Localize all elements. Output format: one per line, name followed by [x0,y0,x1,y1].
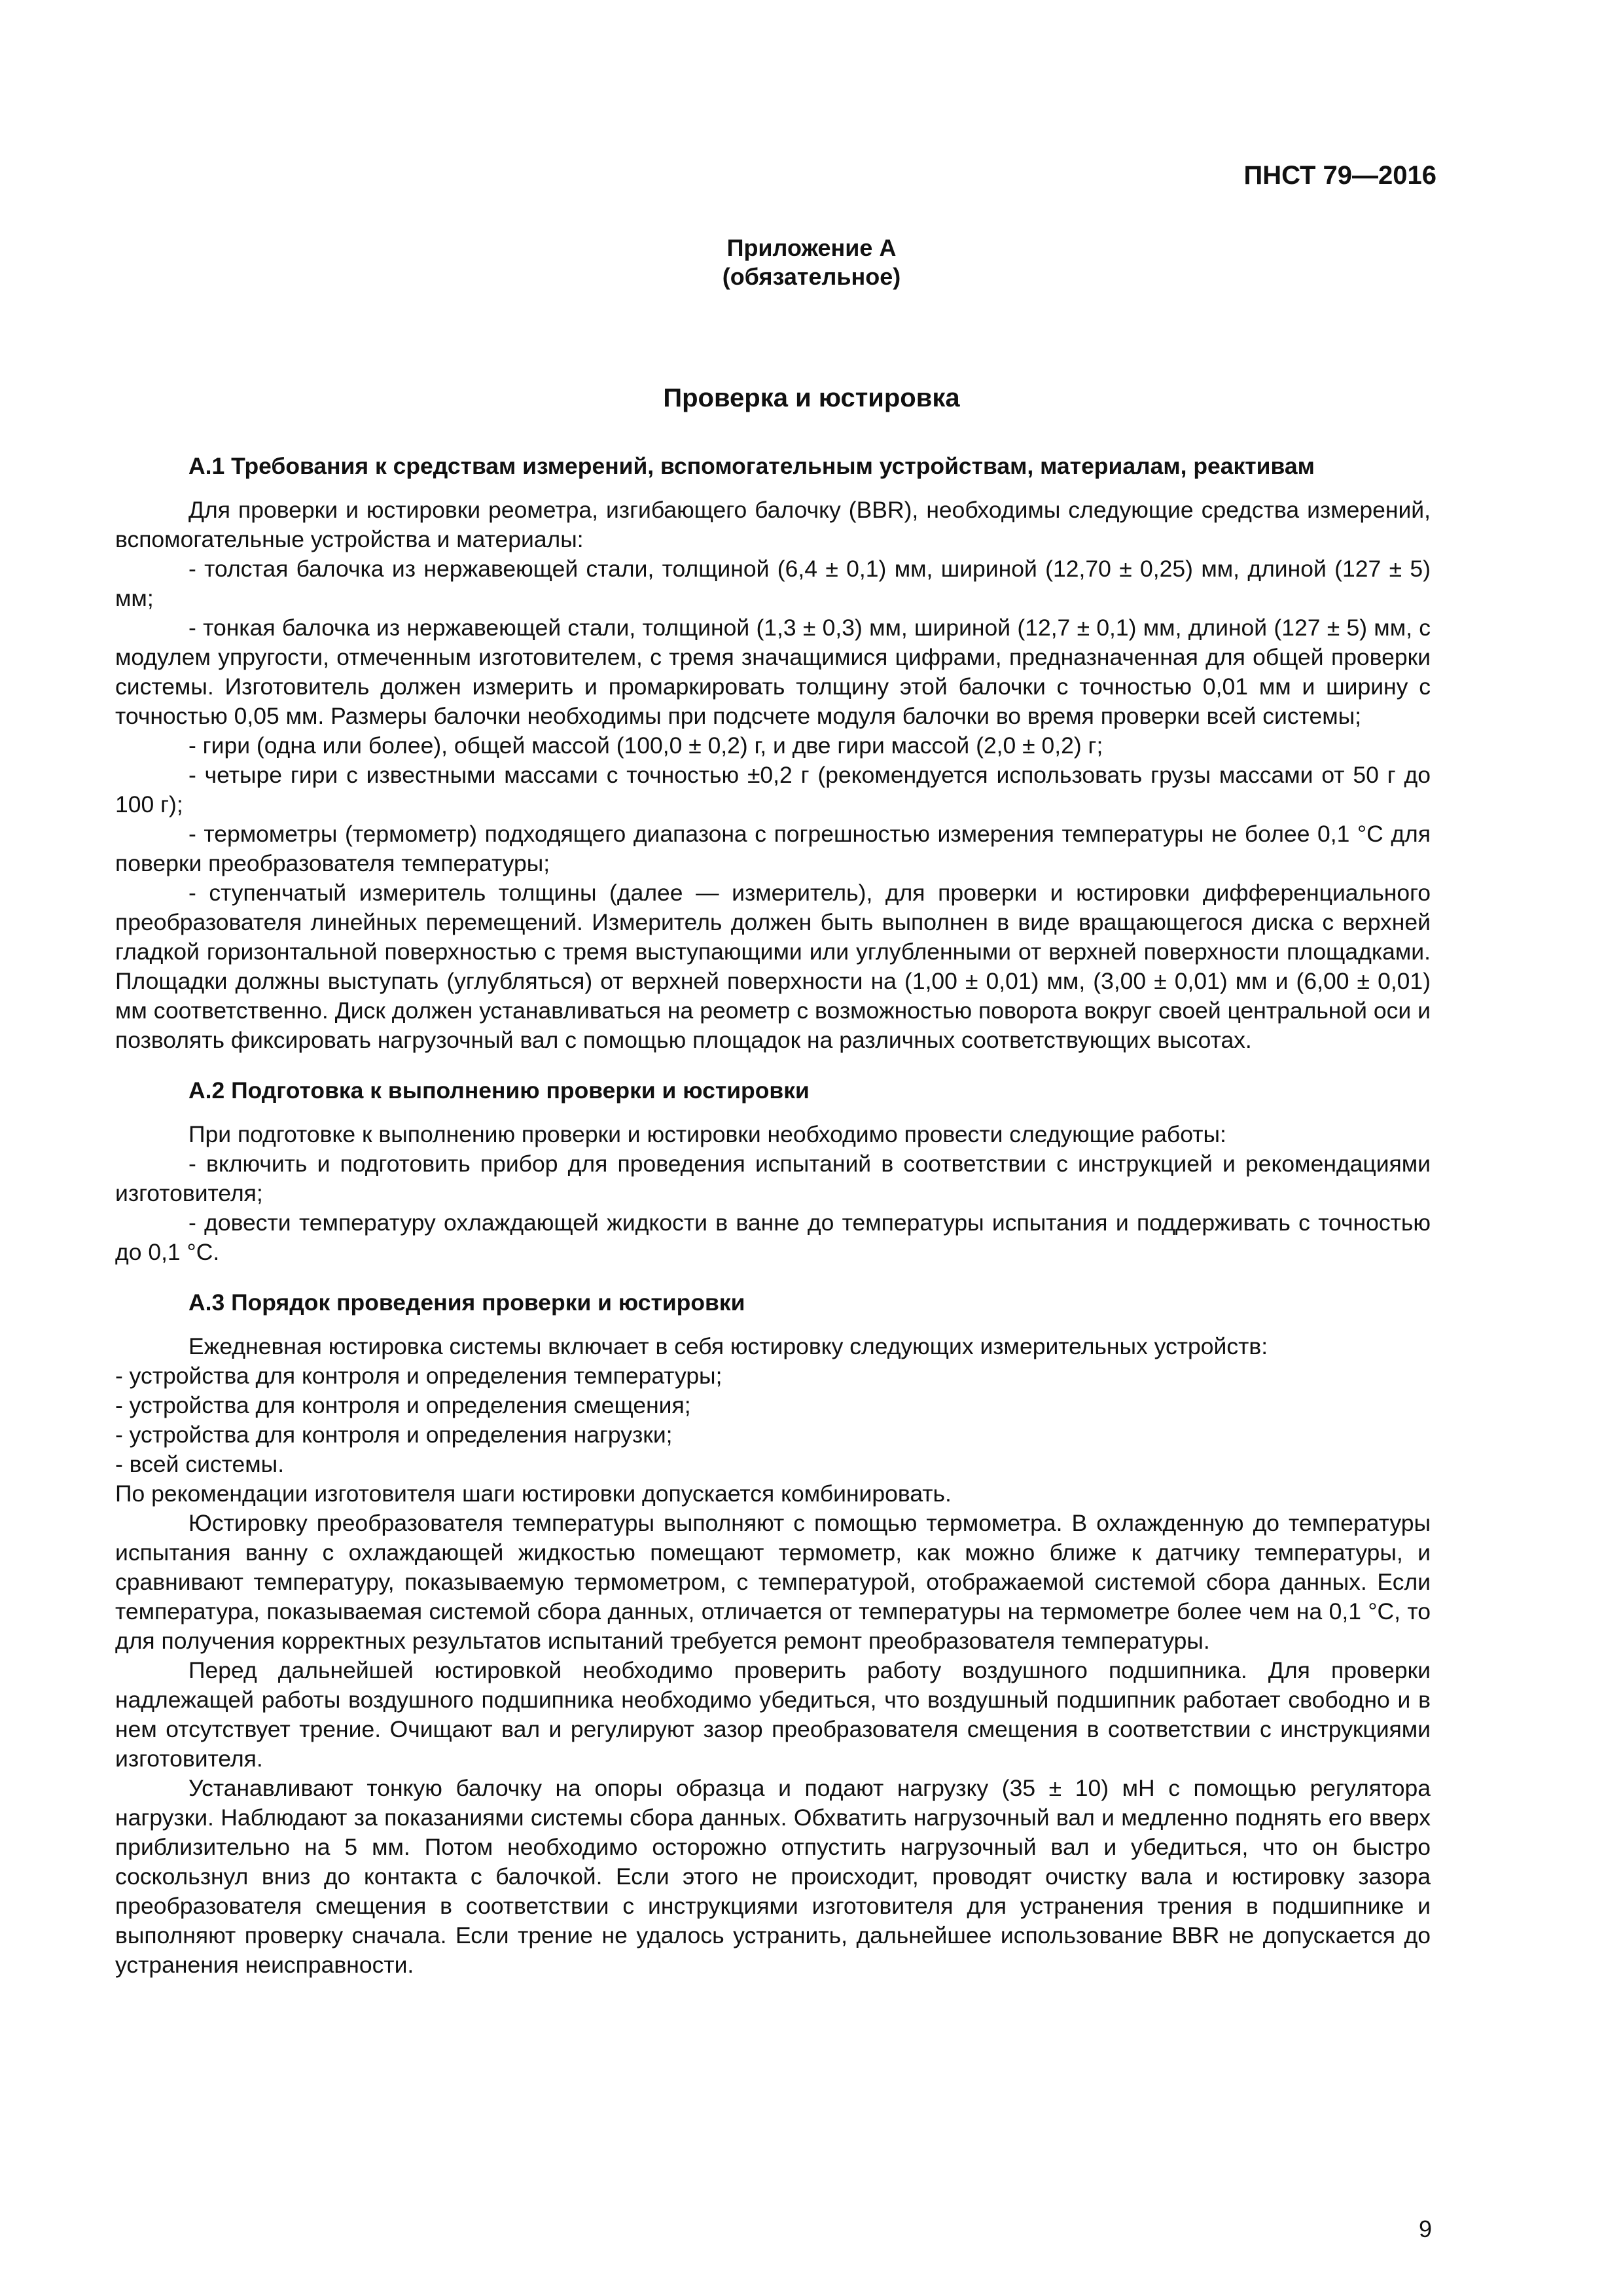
paragraph: Для проверки и юстировки реометра, изгибающего балочку (BBR), необходимы следующие средства измерений, вспомогательные устройства и материалы: [115,497,1431,552]
list-item: - термометры (термометр) подходящего диапазона с погрешностью измерения температуры не более 0,1 °С для поверки преобразователя температуры; [115,821,1431,876]
list-item: - гири (одна или более), общей массой (100,0 ± 0,2) г, и две гири массой (2,0 ± 0,2) г; [188,732,1103,759]
annex-heading [0,234,1623,291]
document-body [115,452,1431,1980]
list-item: - ступенчатый измеритель толщины (далее — измеритель), для проверки и юстировки дифференциального преобразователя линейных перемещений. Измеритель должен быть выполнен в виде вращающегося диска с верхней гладкой горизонтальной поверхностью с тремя выступающими или углубленными от верхней поверхности площадками. Площадки должны выступать (углубляться) от верхней поверхности на (1,00 ± 0,01) мм, (3,00 ± 0,01) мм и (6,00 ± 0,01) мм соответственно. Диск должен устанавливаться на реометр с возможностью поворота вокруг своей центральной оси и позволять фиксировать нагрузочный вал с помощью площадок на различных соответствующих высотах. [115,880,1431,1053]
list-item: - тонкая балочка из нержавеющей стали, толщиной (1,3 ± 0,3) мм, шириной (12,7 ± 0,1) мм, длиной (127 ± 5) мм, с модулем упругости, отмеченным изготовителем, с тремя значащимися цифрами, предназначенная для общей проверки системы. Изготовитель должен измерить и промаркировать толщину этой балочки с точностью 0,01 мм и ширину с точностью 0,05 мм. Размеры балочки необходимы при подсчете модуля балочки во время проверки всей системы; [115,615,1431,729]
list-item: - толстая балочка из нержавеющей стали, толщиной (6,4 ± 0,1) мм, шириной (12,70 ± 0,25) мм, длиной (127 ± 5) мм; [115,556,1431,611]
annex-status: (обязательное) [722,263,901,290]
paragraph: Ежедневная юстировка системы включает в себя юстировку следующих измерительных устройств: [188,1333,1268,1359]
paragraph: При подготовке к выполнению проверки и юстировки необходимо провести следующие работы: [188,1121,1226,1147]
section-heading-a2: А.2 Подготовка к выполнению проверки и юстировки [188,1077,810,1103]
list-item: - устройства для контроля и определения нагрузки; [115,1422,673,1448]
document-code: ПНСТ 79—2016 [1243,161,1436,190]
section-heading-a1: А.1 Требования к средствам измерений, вспомогательным устройствам, материалам, реактивам [188,453,1315,479]
paragraph: Устанавливают тонкую балочку на опоры образца и подают нагрузку (35 ± 10) мН с помощью регулятора нагрузки. Наблюдают за показаниями системы сбора данных. Обхватить нагрузочный вал и медленно поднять его вверх приблизительно на 5 мм. Потом необходимо осторожно отпустить нагрузочный вал и убедиться, что он быстро соскользнул вниз до контакта с балочкой. Если этого не происходит, проводят очистку вала и юстировку зазора преобразователя смещения в соответствии с инструкциями изготовителя для устранения трения в подшипнике и выполняют проверку сначала. Если трение не удалось устранить, дальнейшее использование BBR не допускается до устранения неисправности. [115,1775,1431,1978]
list-item: - четыре гири с известными массами с точностью ±0,2 г (рекомендуется использовать грузы массами от 50 г до 100 г); [115,762,1431,817]
page-title: Проверка и юстировка [663,384,960,412]
annex-label: Приложение А [726,234,897,261]
list-item: - довести температуру охлаждающей жидкости в ванне до температуры испытания и поддерживать с точностью до 0,1 °С. [115,1210,1431,1265]
section-heading-a3: А.3 Порядок проведения проверки и юстировки [188,1289,745,1316]
paragraph: Перед дальнейшей юстировкой необходимо проверить работу воздушного подшипника. Для проверки надлежащей работы воздушного подшипника необходимо убедиться, что воздушный подшипник работает свободно и в нем отсутствует трение. Очищают вал и регулируют зазор преобразователя смещения в соответствии с инструкциями изготовителя. [115,1657,1431,1772]
paragraph: Юстировку преобразователя температуры выполняют с помощью термометра. В охлажденную до температуры испытания ванну с охлаждающей жидкостью помещают термометр, как можно ближе к датчику температуры, и сравнивают температуру, показываемую термометром, с температурой, отображаемой системой сбора данных. Если температура, показываемая системой сбора данных, отличается от температуры на термометре более чем на 0,1 °С, то для получения корректных результатов испытаний требуется ремонт преобразователя температуры. [115,1510,1431,1654]
page-number: 9 [1418,2215,1432,2242]
list-item: - устройства для контроля и определения смещения; [115,1392,691,1418]
list-item: - включить и подготовить прибор для проведения испытаний в соответствии с инструкцией и рекомендациями изготовителя; [115,1151,1431,1206]
list-item: - всей системы. [115,1451,285,1477]
list-item: - устройства для контроля и определения температуры; [115,1363,722,1389]
paragraph: По рекомендации изготовителя шаги юстировки допускается комбинировать. [115,1480,952,1507]
